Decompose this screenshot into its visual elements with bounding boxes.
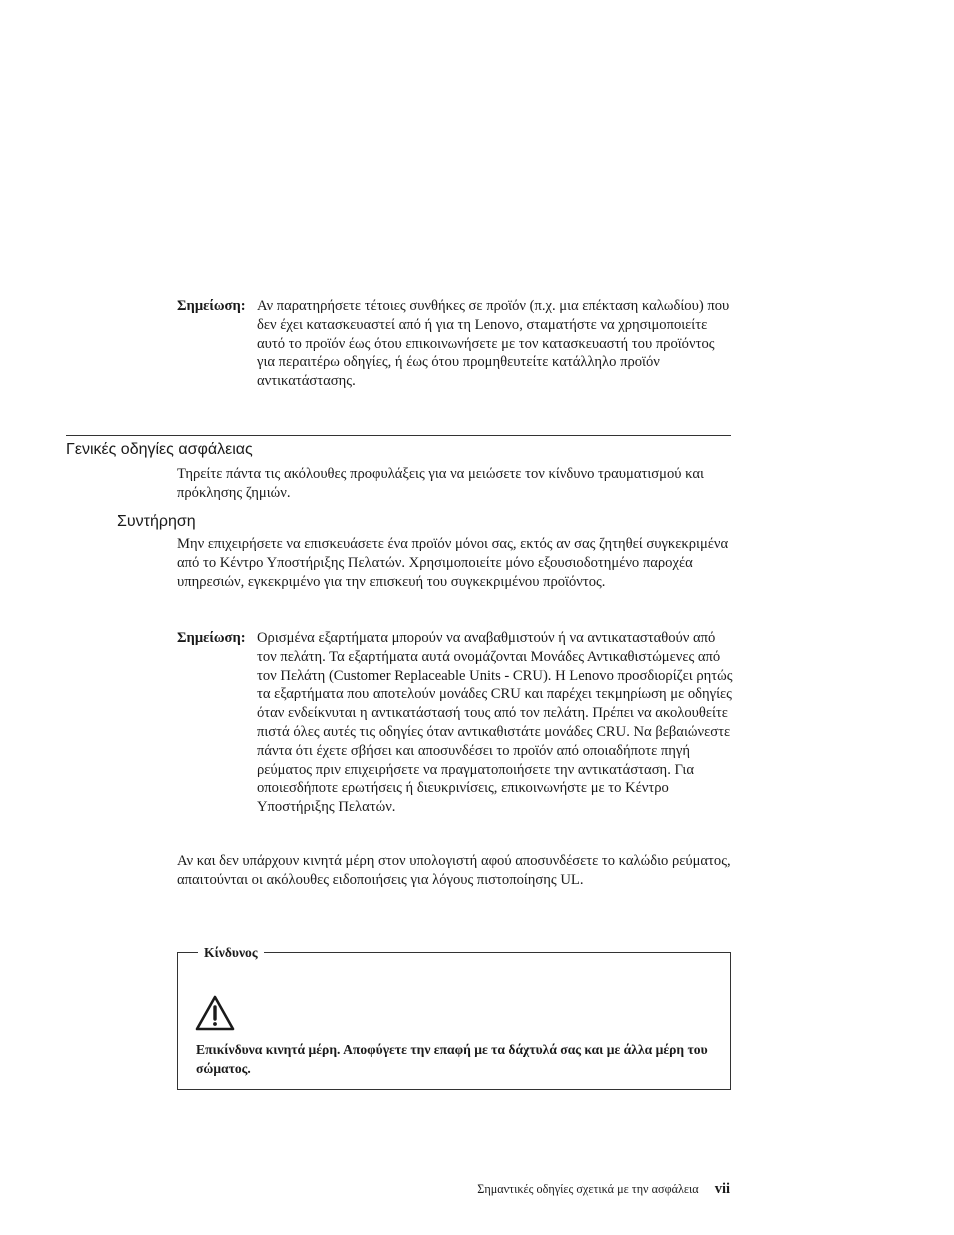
ul-paragraph: Αν και δεν υπάρχουν κινητά μέρη στον υπολογιστή αφού αποσυνδέσετε το καλώδιο ρεύματος, απαιτούνται οι ακόλουθες ειδοποιήσεις για λόγους πιστοποίησης UL.	[177, 853, 731, 888]
danger-notice	[177, 945, 731, 1090]
danger-label: Κίνδυνος	[198, 945, 264, 961]
note-text: Ορισμένα εξαρτήματα μπορούν να αναβαθμιστούν ή να αντικατασταθούν από τον πελάτη. Τα εξαρτήματα αυτά ονομάζονται Μονάδες Αντικαθιστώμενες από τον Πελάτη (Customer Replaceable Units - CRU). Η Lenovo προσδιορίζει ρητώς τα εξαρτήματα που αποτελούν μονάδες CRU και παρέχει τεκμηρίωση με οδηγίες όταν ενδείκνυται η αντικατάστασή τους από τον πελάτη. Πρέπει να ακολουθείτε πιστά όλες αυτές τις οδηγίες όταν αντικαθιστάτε μονάδες CRU. Να βεβαιώνεστε πάντα ότι έχετε σβήσει και αποσυνδέσει το προϊόν από οποιαδήποτε πηγή ρεύματος πριν επιχειρήσετε να πραγματοποιήσετε την αντικατάσταση. Για οποιεσδήποτε ερωτήσεις ή διευκρινίσεις, επικοινωνήστε με το Κέντρο Υποστήριξης Πελατών.	[257, 630, 733, 816]
danger-text: Επικίνδυνα κινητά μέρη. Αποφύγετε την επαφή με τα δάχτυλά σας και με άλλα μέρη του σώματος.	[196, 1042, 708, 1076]
subsection-heading: Συντήρηση	[117, 513, 196, 530]
note-label: Σημείωση:	[177, 630, 246, 646]
note-label: Σημείωση:	[177, 298, 246, 314]
note-block-1	[177, 297, 733, 391]
note-text: Αν παρατηρήσετε τέτοιες συνθήκες σε προϊόν (π.χ. μια επέκταση καλωδίου) που δεν έχει κατασκευαστεί από ή για τη Lenovo, σταματήστε να χρησιμοποιείτε αυτό το προϊόν έως ότου επικοινωνήσετε με τον κατασκευαστή του προϊόντος για περαιτέρω οδηγίες, ή έως ότου προμηθευτείτε κατάλληλο προϊόν αντικατάστασης.	[257, 298, 730, 390]
note-block-2	[177, 629, 733, 817]
page-number: vii	[714, 1181, 730, 1197]
page-footer	[477, 1181, 730, 1197]
warning-triangle-icon	[195, 995, 235, 1031]
footer-title: Σημαντικές οδηγίες σχετικά με την ασφάλεια	[477, 1182, 699, 1196]
section-intro: Τηρείτε πάντα τις ακόλουθες προφυλάξεις για να μειώσετε τον κίνδυνο τραυματισμού και πρόκλησης ζημιών.	[177, 466, 704, 501]
section-heading: Γενικές οδηγίες ασφάλειας	[66, 435, 731, 460]
subsection-text: Μην επιχειρήσετε να επισκευάσετε ένα προϊόν μόνοι σας, εκτός αν σας ζητηθεί συγκεκριμένα από το Κέντρο Υποστήριξης Πελατών. Χρησιμοποιείτε μόνο εξουσιοδοτημένο παροχέα υπηρεσιών, εγκεκριμένο για την επισκευή του συγκεκριμένου προϊόντος.	[177, 536, 729, 590]
